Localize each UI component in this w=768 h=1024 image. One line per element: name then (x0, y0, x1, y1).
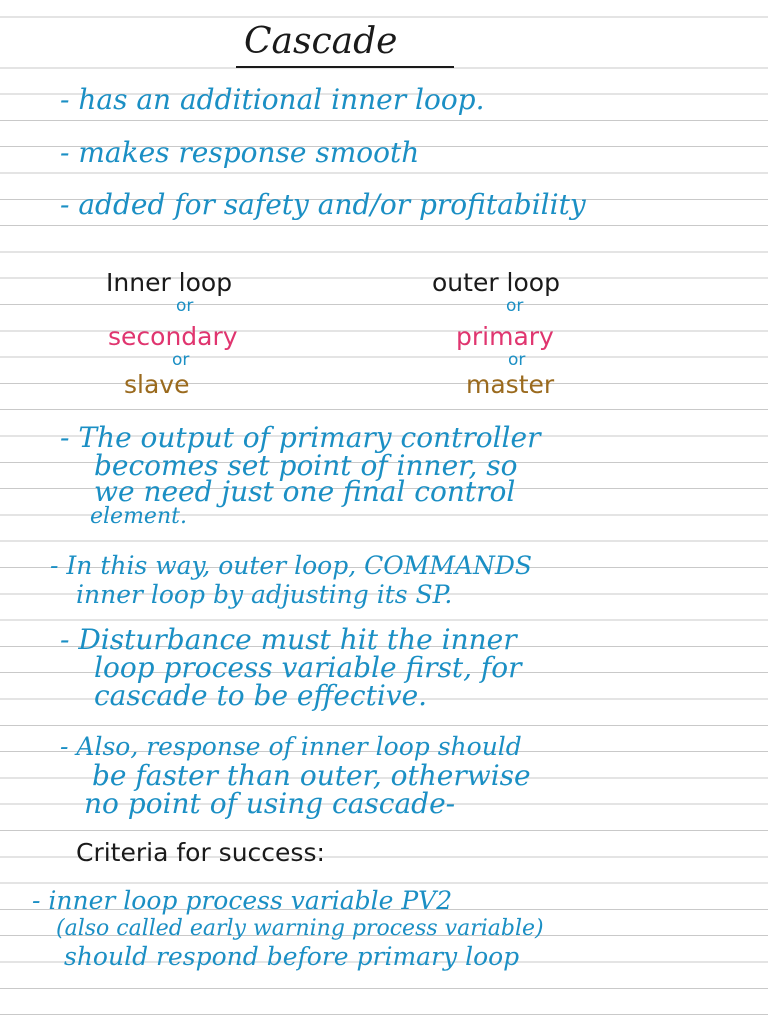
term-master: master (466, 370, 555, 399)
note-line: - Also, response of inner loop should (60, 732, 522, 761)
note-line: no point of using cascade- (84, 787, 456, 820)
title-underline (236, 66, 454, 68)
note-line: be faster than outer, otherwise (92, 759, 531, 792)
note-line: we need just one final control (94, 475, 516, 508)
criteria-heading: Criteria for success: (76, 838, 325, 867)
note-line: inner loop by adjusting its SP. (76, 580, 453, 609)
note-line: (also called early warning process variable) (56, 916, 544, 941)
term-inner-loop: Inner loop (106, 268, 233, 297)
note-line: should respond before primary loop (64, 942, 520, 971)
bullet-line: - makes response smooth (60, 136, 420, 169)
note-line: - inner loop process variable PV2 (32, 886, 453, 915)
note-line: loop process variable first, for (94, 651, 522, 684)
term-primary: primary (456, 322, 554, 351)
term-outer-loop: outer loop (432, 268, 560, 297)
note-line: - Disturbance must hit the inner (60, 623, 517, 656)
term-or: or (176, 296, 194, 316)
term-or: or (172, 350, 190, 370)
term-or: or (506, 296, 524, 316)
note-line: cascade to be effective. (94, 679, 428, 712)
note-line: - In this way, outer loop, COMMANDS (50, 551, 533, 580)
page-title: Cascade (244, 21, 398, 62)
note-line: becomes set point of inner, so (94, 449, 518, 482)
bullet-line: - added for safety and/or profitability (60, 188, 586, 221)
term-or: or (508, 350, 526, 370)
note-line: element. (90, 504, 187, 529)
bullet-line: - has an additional inner loop. (60, 83, 485, 116)
term-secondary: secondary (108, 322, 238, 351)
note-line: - The output of primary controller (60, 421, 541, 454)
term-slave: slave (124, 370, 190, 399)
